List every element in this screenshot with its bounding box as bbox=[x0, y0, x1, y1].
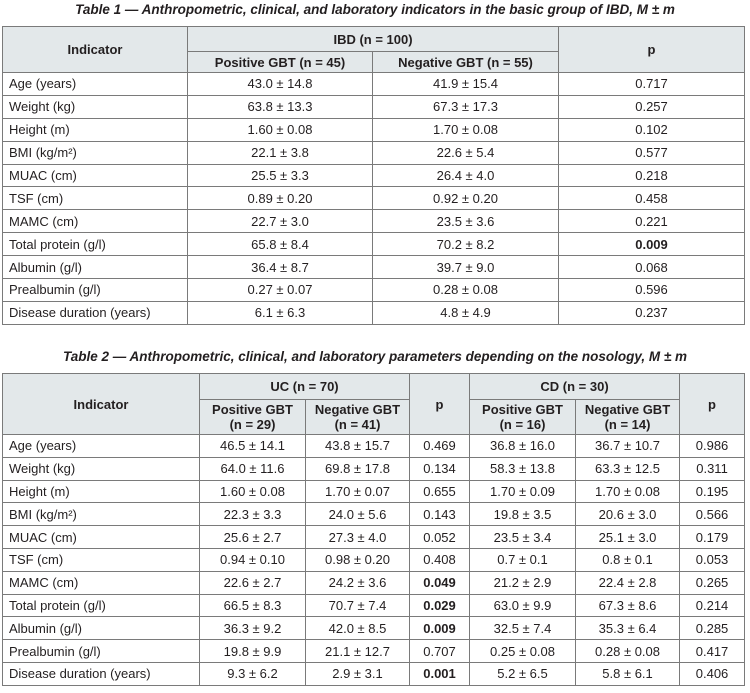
cd-p-value-cell: 0.417 bbox=[680, 640, 745, 663]
uc-negative-gbt-cell: 21.1 ± 12.7 bbox=[306, 640, 410, 663]
indicator-cell: Total protein (g/l) bbox=[3, 594, 200, 617]
indicator-cell: Height (m) bbox=[3, 118, 188, 141]
cd-p-value-cell: 0.986 bbox=[680, 435, 745, 458]
cd-negative-gbt-cell: 5.8 ± 6.1 bbox=[576, 662, 680, 685]
indicator-cell: TSF (cm) bbox=[3, 187, 188, 210]
uc-p-value-cell: 0.009 bbox=[410, 617, 470, 640]
table-row bbox=[3, 617, 745, 640]
table1-header-positive: Positive GBT (n = 45) bbox=[188, 52, 373, 73]
table2-header-uc-negative bbox=[306, 400, 410, 435]
table-row bbox=[3, 435, 745, 458]
uc-p-value-cell: 0.143 bbox=[410, 503, 470, 526]
positive-gbt-cell: 6.1 ± 6.3 bbox=[188, 301, 373, 324]
indicator-cell: MUAC (cm) bbox=[3, 164, 188, 187]
uc-p-value-cell: 0.469 bbox=[410, 435, 470, 458]
uc-negative-gbt-cell: 24.0 ± 5.6 bbox=[306, 503, 410, 526]
p-value-cell: 0.717 bbox=[559, 73, 745, 96]
positive-gbt-cell: 22.1 ± 3.8 bbox=[188, 141, 373, 164]
uc-p-value-cell: 0.655 bbox=[410, 480, 470, 503]
table-row bbox=[3, 73, 745, 96]
uc-p-value-cell: 0.052 bbox=[410, 526, 470, 549]
positive-gbt-cell: 22.7 ± 3.0 bbox=[188, 210, 373, 233]
negative-gbt-cell: 0.28 ± 0.08 bbox=[373, 279, 559, 302]
p-value-cell: 0.577 bbox=[559, 141, 745, 164]
uc-negative-gbt-cell: 2.9 ± 3.1 bbox=[306, 662, 410, 685]
table-row bbox=[3, 187, 745, 210]
uc-positive-label: Positive GBT bbox=[212, 402, 293, 417]
table-row bbox=[3, 480, 745, 503]
table-row bbox=[3, 256, 745, 279]
uc-negative-gbt-cell: 1.70 ± 0.07 bbox=[306, 480, 410, 503]
cd-positive-label: Positive GBT bbox=[482, 402, 563, 417]
p-value-cell: 0.596 bbox=[559, 279, 745, 302]
p-value-cell: 0.102 bbox=[559, 118, 745, 141]
positive-gbt-cell: 63.8 ± 13.3 bbox=[188, 95, 373, 118]
uc-negative-gbt-cell: 24.2 ± 3.6 bbox=[306, 571, 410, 594]
positive-gbt-cell: 25.5 ± 3.3 bbox=[188, 164, 373, 187]
indicator-cell: TSF (cm) bbox=[3, 548, 200, 571]
positive-gbt-cell: 0.27 ± 0.07 bbox=[188, 279, 373, 302]
table2-header-cd-positive bbox=[470, 400, 576, 435]
table-row bbox=[3, 594, 745, 617]
indicator-cell: Disease duration (years) bbox=[3, 662, 200, 685]
cd-negative-gbt-cell: 0.8 ± 0.1 bbox=[576, 548, 680, 571]
uc-negative-gbt-cell: 42.0 ± 8.5 bbox=[306, 617, 410, 640]
uc-p-value-cell: 0.001 bbox=[410, 662, 470, 685]
cd-positive-gbt-cell: 32.5 ± 7.4 bbox=[470, 617, 576, 640]
negative-gbt-cell: 26.4 ± 4.0 bbox=[373, 164, 559, 187]
table2-header-cd-negative bbox=[576, 400, 680, 435]
positive-gbt-cell: 0.89 ± 0.20 bbox=[188, 187, 373, 210]
cd-negative-gbt-cell: 67.3 ± 8.6 bbox=[576, 594, 680, 617]
table-row bbox=[3, 210, 745, 233]
uc-positive-gbt-cell: 66.5 ± 8.3 bbox=[200, 594, 306, 617]
indicator-cell: Total protein (g/l) bbox=[3, 233, 188, 256]
cd-positive-gbt-cell: 36.8 ± 16.0 bbox=[470, 435, 576, 458]
indicator-cell: BMI (kg/m²) bbox=[3, 141, 188, 164]
indicator-cell: BMI (kg/m²) bbox=[3, 503, 200, 526]
cd-negative-gbt-cell: 35.3 ± 6.4 bbox=[576, 617, 680, 640]
indicator-cell: Weight (kg) bbox=[3, 95, 188, 118]
table1 bbox=[2, 26, 745, 325]
uc-negative-gbt-cell: 70.7 ± 7.4 bbox=[306, 594, 410, 617]
p-value-cell: 0.237 bbox=[559, 301, 745, 324]
negative-gbt-cell: 41.9 ± 15.4 bbox=[373, 73, 559, 96]
cd-p-value-cell: 0.179 bbox=[680, 526, 745, 549]
cd-negative-count: (n = 14) bbox=[604, 417, 651, 432]
uc-positive-gbt-cell: 0.94 ± 0.10 bbox=[200, 548, 306, 571]
uc-negative-label: Negative GBT bbox=[314, 402, 401, 417]
negative-gbt-cell: 23.5 ± 3.6 bbox=[373, 210, 559, 233]
uc-positive-gbt-cell: 22.3 ± 3.3 bbox=[200, 503, 306, 526]
negative-gbt-cell: 1.70 ± 0.08 bbox=[373, 118, 559, 141]
uc-p-value-cell: 0.408 bbox=[410, 548, 470, 571]
p-value-cell: 0.218 bbox=[559, 164, 745, 187]
indicator-cell: Disease duration (years) bbox=[3, 301, 188, 324]
uc-positive-gbt-cell: 9.3 ± 6.2 bbox=[200, 662, 306, 685]
table-row bbox=[3, 164, 745, 187]
cd-positive-gbt-cell: 63.0 ± 9.9 bbox=[470, 594, 576, 617]
table1-header-negative: Negative GBT (n = 55) bbox=[373, 52, 559, 73]
indicator-cell: Albumin (g/l) bbox=[3, 617, 200, 640]
negative-gbt-cell: 0.92 ± 0.20 bbox=[373, 187, 559, 210]
cd-positive-gbt-cell: 0.7 ± 0.1 bbox=[470, 548, 576, 571]
cd-positive-gbt-cell: 5.2 ± 6.5 bbox=[470, 662, 576, 685]
indicator-cell: Height (m) bbox=[3, 480, 200, 503]
uc-positive-gbt-cell: 25.6 ± 2.7 bbox=[200, 526, 306, 549]
table2-header-indicator: Indicator bbox=[3, 374, 200, 435]
cd-p-value-cell: 0.214 bbox=[680, 594, 745, 617]
cd-p-value-cell: 0.566 bbox=[680, 503, 745, 526]
uc-positive-gbt-cell: 46.5 ± 14.1 bbox=[200, 435, 306, 458]
cd-positive-gbt-cell: 19.8 ± 3.5 bbox=[470, 503, 576, 526]
table-row bbox=[3, 640, 745, 663]
cd-negative-gbt-cell: 0.28 ± 0.08 bbox=[576, 640, 680, 663]
positive-gbt-cell: 1.60 ± 0.08 bbox=[188, 118, 373, 141]
cd-negative-gbt-cell: 36.7 ± 10.7 bbox=[576, 435, 680, 458]
indicator-cell: Age (years) bbox=[3, 73, 188, 96]
table-row bbox=[3, 571, 745, 594]
table2-caption: Table 2 — Anthropometric, clinical, and laboratory parameters depending on the nosology, M ± m bbox=[62, 349, 687, 364]
table-row bbox=[3, 118, 745, 141]
cd-negative-gbt-cell: 1.70 ± 0.08 bbox=[576, 480, 680, 503]
table2-header-uc-p: p bbox=[410, 374, 470, 435]
p-value-cell: 0.458 bbox=[559, 187, 745, 210]
uc-negative-gbt-cell: 27.3 ± 4.0 bbox=[306, 526, 410, 549]
table1-body bbox=[3, 73, 745, 325]
cd-negative-gbt-cell: 22.4 ± 2.8 bbox=[576, 571, 680, 594]
uc-p-value-cell: 0.707 bbox=[410, 640, 470, 663]
cd-positive-gbt-cell: 58.3 ± 13.8 bbox=[470, 457, 576, 480]
indicator-cell: Prealbumin (g/l) bbox=[3, 640, 200, 663]
table2 bbox=[2, 373, 745, 686]
indicator-cell: MAMC (cm) bbox=[3, 571, 200, 594]
p-value-cell: 0.257 bbox=[559, 95, 745, 118]
table-row bbox=[3, 233, 745, 256]
indicator-cell: MUAC (cm) bbox=[3, 526, 200, 549]
table2-header-cd: CD (n = 30) bbox=[470, 374, 680, 400]
cd-negative-gbt-cell: 25.1 ± 3.0 bbox=[576, 526, 680, 549]
uc-negative-gbt-cell: 0.98 ± 0.20 bbox=[306, 548, 410, 571]
cd-positive-gbt-cell: 21.2 ± 2.9 bbox=[470, 571, 576, 594]
cd-p-value-cell: 0.406 bbox=[680, 662, 745, 685]
uc-negative-gbt-cell: 69.8 ± 17.8 bbox=[306, 457, 410, 480]
table1-caption: Table 1 — Anthropometric, clinical, and laboratory indicators in the basic group of IBD, M ± m bbox=[75, 2, 675, 17]
table2-header-uc-positive bbox=[200, 400, 306, 435]
cd-negative-gbt-cell: 20.6 ± 3.0 bbox=[576, 503, 680, 526]
positive-gbt-cell: 65.8 ± 8.4 bbox=[188, 233, 373, 256]
uc-negative-gbt-cell: 43.8 ± 15.7 bbox=[306, 435, 410, 458]
cd-positive-gbt-cell: 0.25 ± 0.08 bbox=[470, 640, 576, 663]
uc-negative-count: (n = 41) bbox=[334, 417, 381, 432]
cd-negative-label: Negative GBT bbox=[584, 402, 671, 417]
table-row bbox=[3, 95, 745, 118]
p-value-cell: 0.221 bbox=[559, 210, 745, 233]
positive-gbt-cell: 43.0 ± 14.8 bbox=[188, 73, 373, 96]
uc-positive-gbt-cell: 22.6 ± 2.7 bbox=[200, 571, 306, 594]
negative-gbt-cell: 39.7 ± 9.0 bbox=[373, 256, 559, 279]
indicator-cell: Prealbumin (g/l) bbox=[3, 279, 188, 302]
cd-positive-count: (n = 16) bbox=[499, 417, 546, 432]
table-row bbox=[3, 503, 745, 526]
table2-header-cd-p: p bbox=[680, 374, 745, 435]
negative-gbt-cell: 22.6 ± 5.4 bbox=[373, 141, 559, 164]
table1-header-group: IBD (n = 100) bbox=[188, 27, 559, 52]
cd-p-value-cell: 0.195 bbox=[680, 480, 745, 503]
uc-p-value-cell: 0.049 bbox=[410, 571, 470, 594]
table1-header-p: p bbox=[559, 27, 745, 73]
uc-positive-gbt-cell: 64.0 ± 11.6 bbox=[200, 457, 306, 480]
table-row bbox=[3, 662, 745, 685]
uc-p-value-cell: 0.134 bbox=[410, 457, 470, 480]
cd-p-value-cell: 0.265 bbox=[680, 571, 745, 594]
uc-positive-gbt-cell: 1.60 ± 0.08 bbox=[200, 480, 306, 503]
indicator-cell: Weight (kg) bbox=[3, 457, 200, 480]
indicator-cell: Albumin (g/l) bbox=[3, 256, 188, 279]
negative-gbt-cell: 70.2 ± 8.2 bbox=[373, 233, 559, 256]
table-row bbox=[3, 548, 745, 571]
cd-positive-gbt-cell: 1.70 ± 0.09 bbox=[470, 480, 576, 503]
uc-positive-count: (n = 29) bbox=[229, 417, 276, 432]
indicator-cell: MAMC (cm) bbox=[3, 210, 188, 233]
table2-header-uc: UC (n = 70) bbox=[200, 374, 410, 400]
uc-positive-gbt-cell: 36.3 ± 9.2 bbox=[200, 617, 306, 640]
uc-positive-gbt-cell: 19.8 ± 9.9 bbox=[200, 640, 306, 663]
cd-p-value-cell: 0.053 bbox=[680, 548, 745, 571]
p-value-cell: 0.009 bbox=[559, 233, 745, 256]
cd-positive-gbt-cell: 23.5 ± 3.4 bbox=[470, 526, 576, 549]
table-row bbox=[3, 457, 745, 480]
negative-gbt-cell: 67.3 ± 17.3 bbox=[373, 95, 559, 118]
cd-negative-gbt-cell: 63.3 ± 12.5 bbox=[576, 457, 680, 480]
table-row bbox=[3, 279, 745, 302]
positive-gbt-cell: 36.4 ± 8.7 bbox=[188, 256, 373, 279]
table1-header-indicator: Indicator bbox=[3, 27, 188, 73]
negative-gbt-cell: 4.8 ± 4.9 bbox=[373, 301, 559, 324]
uc-p-value-cell: 0.029 bbox=[410, 594, 470, 617]
indicator-cell: Age (years) bbox=[3, 435, 200, 458]
table-row bbox=[3, 141, 745, 164]
table2-body bbox=[3, 435, 745, 686]
p-value-cell: 0.068 bbox=[559, 256, 745, 279]
table-row bbox=[3, 526, 745, 549]
cd-p-value-cell: 0.285 bbox=[680, 617, 745, 640]
cd-p-value-cell: 0.311 bbox=[680, 457, 745, 480]
table-row bbox=[3, 301, 745, 324]
